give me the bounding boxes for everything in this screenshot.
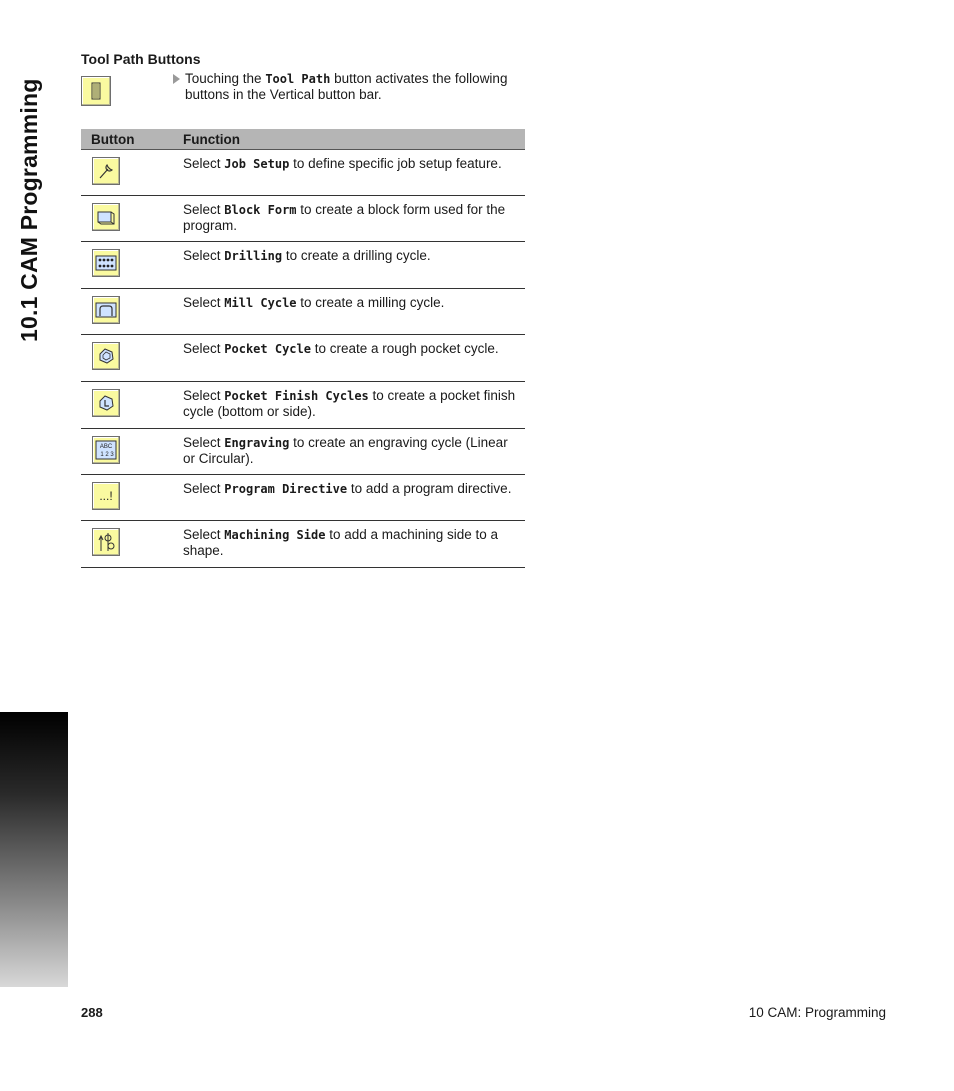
tool-path-icon: [81, 76, 111, 106]
table-row-machining-side: [81, 521, 525, 568]
function-cell: Select Job Setup to define specific job setup feature.: [173, 150, 525, 196]
table-row-block-form: [81, 196, 525, 242]
page-number: 288: [81, 1005, 103, 1020]
tool-path-buttons-table: [81, 129, 525, 568]
bullet-arrow-icon: [173, 74, 180, 84]
table-row-drilling: [81, 242, 525, 289]
machining-side-icon: [92, 528, 120, 556]
pocket-cycle-icon: [92, 342, 120, 370]
intro-text-before: Touching the: [185, 71, 266, 86]
function-cell: Select Mill Cycle to create a milling cycle.: [173, 289, 525, 335]
chapter-side-title-text: 10.1 CAM Programming: [16, 78, 42, 342]
intro-paragraph: [173, 71, 533, 103]
footer-chapter-title: 10 CAM: Programming: [748, 1005, 886, 1020]
program-directive-icon-text: ...!: [99, 489, 113, 503]
engraving-icon-text-top: ABC: [99, 444, 113, 450]
table-row-pocket-cycle: [81, 335, 525, 382]
wrench-icon: [92, 157, 120, 185]
block-form-icon: [92, 203, 120, 231]
tool-path-button-illustration: [81, 76, 111, 106]
drilling-icon: [92, 249, 120, 277]
intro-code-tool-path: Tool Path: [265, 72, 331, 86]
program-directive-icon: [92, 482, 120, 510]
function-cell: Select Engraving to create an engraving cycle (Linear or Circular).: [173, 429, 525, 475]
function-cell: Select Block Form to create a block form used for the program.: [173, 196, 525, 242]
header-button: Button: [81, 129, 173, 150]
intro-text-after: button activates the following buttons in the Vertical button bar.: [185, 71, 508, 102]
engraving-icon: [92, 436, 120, 464]
chapter-side-title: [16, 52, 52, 352]
section-title: Tool Path Buttons: [81, 51, 201, 67]
pocket-finish-icon: [92, 389, 120, 417]
table-row-mill-cycle: [81, 289, 525, 335]
mill-cycle-icon: [92, 296, 120, 324]
function-cell: Select Program Directive to add a program directive.: [173, 475, 525, 521]
table-row-program-directive: [81, 475, 525, 521]
table-row-job-setup: [81, 150, 525, 196]
header-function: Function: [173, 129, 525, 150]
function-cell: Select Drilling to create a drilling cycle.: [173, 242, 525, 289]
chapter-tab-bar: [0, 712, 68, 987]
table-row-pocket-finish: [81, 382, 525, 429]
engraving-icon-text-bottom: 1 2 3: [100, 452, 114, 458]
function-cell: Select Pocket Finish Cycles to create a pocket finish cycle (bottom or side).: [173, 382, 525, 429]
table-header-row: [81, 129, 525, 150]
table-row-engraving: [81, 429, 525, 475]
function-cell: Select Pocket Cycle to create a rough pocket cycle.: [173, 335, 525, 382]
function-cell: Select Machining Side to add a machining side to a shape.: [173, 521, 525, 568]
